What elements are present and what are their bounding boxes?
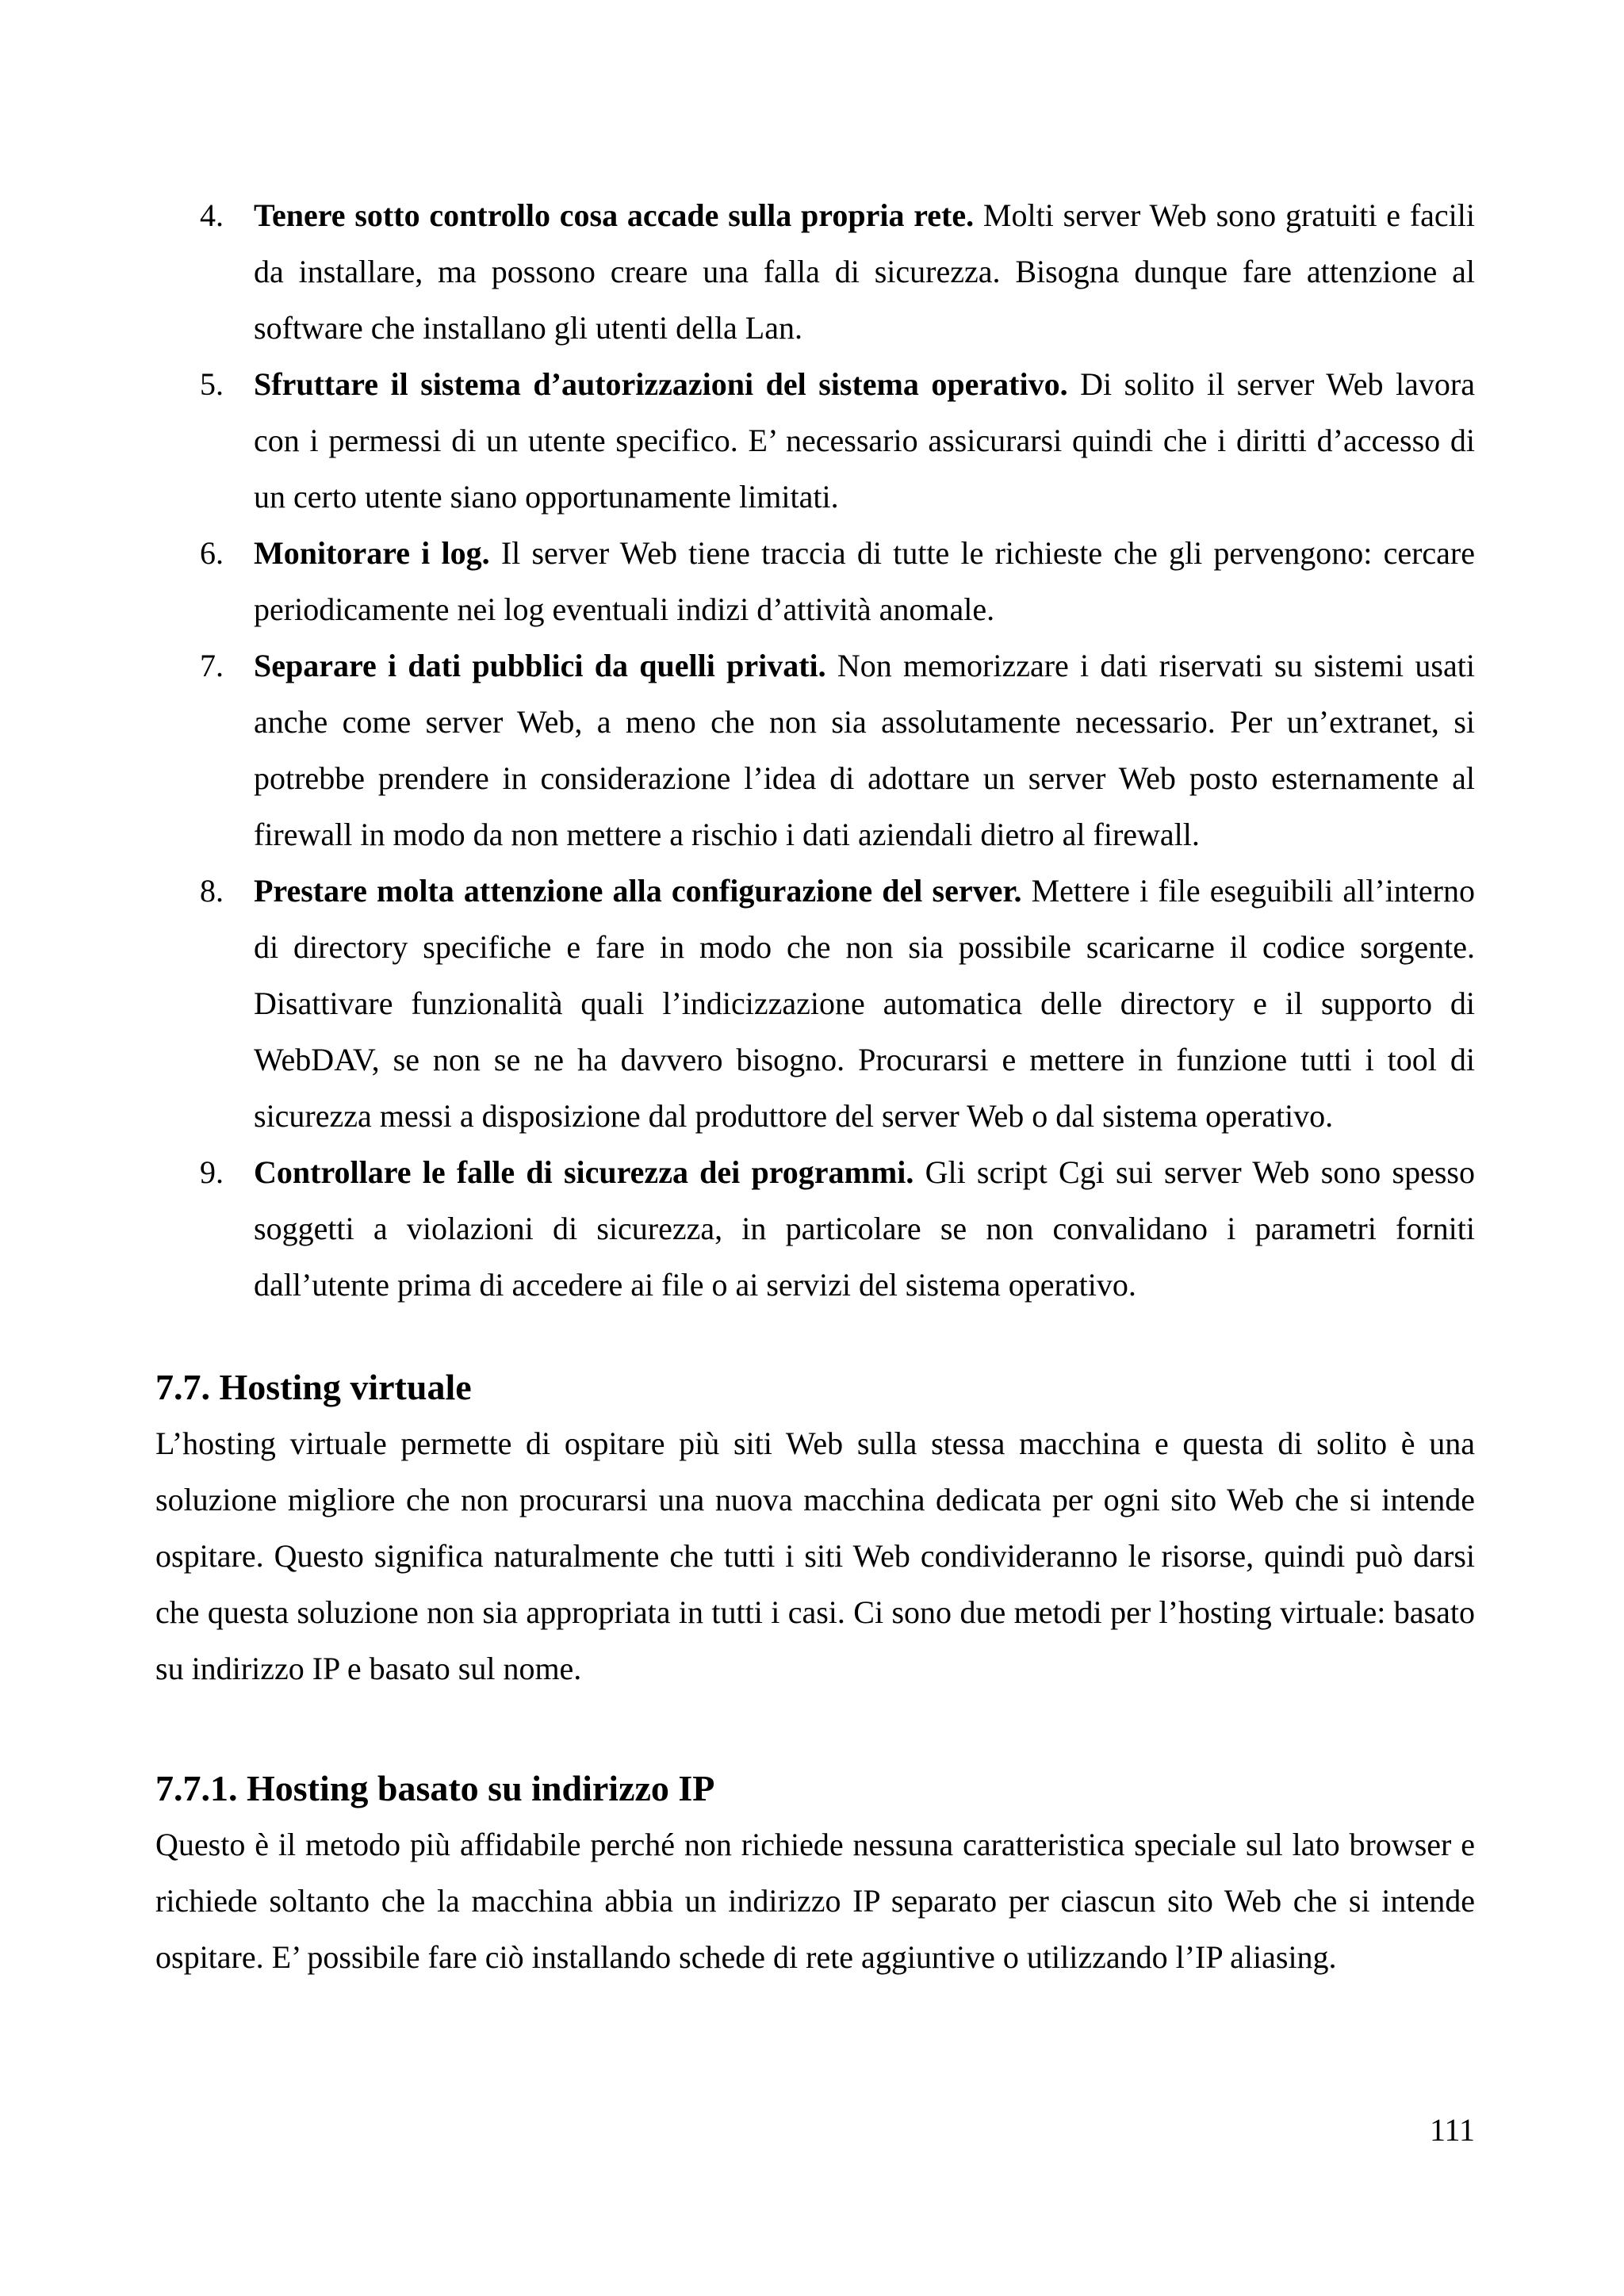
list-item-title: Sfruttare il sistema d’autorizzazioni del sistema operativo. xyxy=(254,366,1068,402)
list-item-number: 4. xyxy=(200,197,224,233)
list-item-text: Di solito il server Web lavora con i permessi di un utente specifico. E’ necessario assicurarsi quindi che i diritti d’accesso di un certo utente siano opportunamente limitati. xyxy=(254,366,1475,515)
list-item-number: 8. xyxy=(200,873,224,909)
list-item-text: Mettere i file eseguibili all’interno di directory specifiche e fare in modo che non sia possibile scaricarne il codice sorgente. Disattivare funzionalità quali l’indicizzazione automatica delle directory e il supporto di WebDAV, se non se ne ha davvero bisogno. Procurarsi e mettere in funzione tutti i tool di sicurezza messi a disposizione dal produttore del server Web o dal sistema operativo. xyxy=(254,873,1475,1134)
list-item xyxy=(155,356,1475,525)
list-item-text: Il server Web tiene traccia di tutte le richieste che gli pervengono: cercare periodicamente nei log eventuali indizi d’attività anomale. xyxy=(254,535,1475,627)
list-item-number: 9. xyxy=(200,1154,224,1190)
list-item-text: Non memorizzare i dati riservati su sistemi usati anche come server Web, a meno che non sia assolutamente necessario. Per un’extranet, si potrebbe prendere in considerazione l’idea di adottare un server Web posto esternamente al firewall in modo da non mettere a rischio i dati aziendali dietro al firewall. xyxy=(254,648,1475,852)
list-item-text: Molti server Web sono gratuiti e facili da installare, ma possono creare una falla di sicurezza. Bisogna dunque fare attenzione al software che installano gli utenti della Lan. xyxy=(254,197,1476,346)
page-number: 111 xyxy=(1429,2112,1475,2148)
list-item xyxy=(155,1144,1475,1313)
list-item xyxy=(155,525,1475,637)
list-item xyxy=(155,637,1475,863)
list-item-title: Separare i dati pubblici da quelli privati. xyxy=(254,648,826,683)
security-tips-list xyxy=(155,187,1475,1313)
list-item xyxy=(155,187,1475,356)
section-paragraph-hosting-ip: Questo è il metodo più affidabile perché non richiede nessuna caratteristica speciale sul lato browser e richiede soltanto che la macchina abbia un indirizzo IP separato per ciascun sito Web che si intende ospitare. E’ possibile fare ciò installando schede di rete aggiuntive o utilizzando l’IP aliasing. xyxy=(155,1827,1475,1975)
list-item-title: Tenere sotto controllo cosa accade sulla propria rete. xyxy=(254,197,975,233)
page-content xyxy=(155,187,1475,1985)
section-heading-hosting-ip: 7.7.1. Hosting basato su indirizzo IP xyxy=(155,1768,715,1808)
list-item-number: 6. xyxy=(200,535,224,571)
list-item-number: 5. xyxy=(200,366,224,402)
list-item-title: Prestare molta attenzione alla configurazione del server. xyxy=(254,873,1022,909)
section-heading-hosting-virtuale: 7.7. Hosting virtuale xyxy=(155,1367,472,1407)
list-item xyxy=(155,863,1475,1144)
list-item-number: 7. xyxy=(200,648,224,683)
list-item-title: Monitorare i log. xyxy=(254,535,490,571)
list-item-text: Gli script Cgi sui server Web sono spesso soggetti a violazioni di sicurezza, in particolare se non convalidano i parametri forniti dall’utente prima di accedere ai file o ai servizi del sistema operativo. xyxy=(254,1154,1475,1303)
section-paragraph-hosting-virtuale: L’hosting virtuale permette di ospitare più siti Web sulla stessa macchina e questa di solito è una soluzione migliore che non procurarsi una nuova macchina dedicata per ogni sito Web che si intende ospitare. Questo significa naturalmente che tutti i siti Web condivideranno le risorse, quindi può darsi che questa soluzione non sia appropriata in tutti i casi. Ci sono due metodi per l’hosting virtuale: basato su indirizzo IP e basato sul nome. xyxy=(155,1425,1475,1686)
list-item-title: Controllare le falle di sicurezza dei programmi. xyxy=(254,1154,914,1190)
